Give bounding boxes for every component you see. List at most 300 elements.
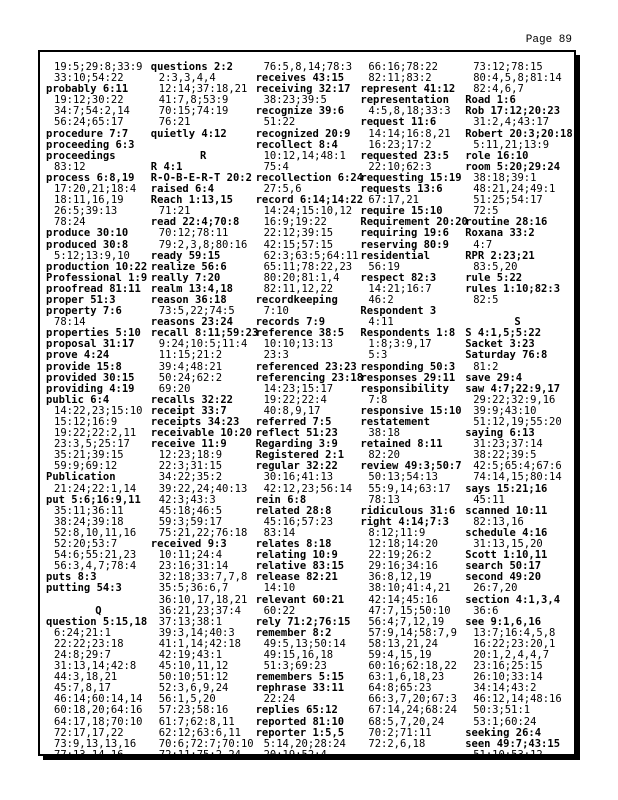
index-entry-refs: 83:5,20 — [473, 260, 518, 273]
index-entry-refs: 55:9,14;63:17 — [368, 482, 451, 495]
index-entry-term: rein 6:8 — [255, 493, 307, 506]
index-entry-refs: 51:22 — [263, 116, 296, 129]
index-entry-term: rules 1:10;82:3 — [465, 282, 561, 295]
index-entry-term: put 5:6;16:9,11 — [46, 493, 141, 506]
index-column-5 — [465, 61, 573, 761]
frame-shadow-right — [576, 55, 580, 759]
index-entry-refs: 83:14 — [263, 526, 296, 539]
index-entry-refs: 13:7;16:4,5,8 — [473, 626, 556, 639]
index-entry-refs: 10:10;13:13 — [263, 338, 334, 351]
index-entry-term: Robert 20:3;20:18 — [465, 127, 573, 140]
index-entry-refs: 54:6;55:21,23 — [54, 549, 137, 562]
index-entry-term: quietly 4:12 — [150, 127, 227, 140]
index-entry-refs: 63:1,6,18,23 — [368, 671, 445, 684]
index-entry-refs: 34:14;43:2 — [473, 682, 537, 695]
index-entry-refs: 42:19;43:1 — [158, 648, 223, 661]
index-entry-refs: 22:12;39:15 — [263, 227, 334, 240]
index-entry-term: represent 41:12 — [360, 83, 456, 96]
index-entry-term: raised 6:4 — [150, 183, 215, 196]
index-entry-term: requests 13:6 — [360, 183, 443, 196]
index-entry-refs: 5:3 — [368, 349, 388, 362]
index-entry-term: residential — [360, 249, 430, 262]
index-entry-refs: 53:1;60:24 — [473, 715, 537, 728]
index-entry-refs: 50:10;51:12 — [158, 671, 229, 684]
index-entry-refs: 4:11 — [368, 316, 394, 329]
index-entry-term: search 50:17 — [465, 560, 542, 573]
index-entry-refs: 83:12 — [54, 160, 86, 173]
index-entry-term: Publication — [46, 471, 116, 484]
index-entry-term: production 10:22 — [46, 260, 148, 273]
index-entry-refs: 66:3,7,20;67:3 — [368, 693, 457, 706]
index-entry-refs: 30:16;41:13 — [263, 471, 334, 484]
index-entry-term: reserving 80:9 — [360, 238, 449, 251]
index-entry-term: recordkeeping — [255, 293, 338, 306]
index-entry-refs: 67:17,21 — [368, 194, 419, 207]
index-entry-refs: 69:20 — [158, 382, 191, 395]
index-columns — [46, 61, 573, 761]
index-entry-refs: 14:21;16:7 — [368, 282, 432, 295]
index-entry-term: remembers 5:15 — [255, 671, 345, 684]
index-entry-term: public 6:4 — [46, 393, 110, 406]
index-entry-refs: 15:12;16:9 — [54, 416, 118, 428]
index-entry-term: representation — [360, 94, 449, 107]
index-entry-refs: 50:24;62:2 — [158, 371, 223, 384]
index-entry-term: produced 30:8 — [46, 238, 129, 251]
index-letter-heading: S — [514, 316, 521, 329]
index-entry-refs: 33:10;54:22 — [54, 72, 124, 85]
index-entry-refs: 65:11;78:22,23 — [263, 260, 353, 273]
index-entry-term: Registered 2:1 — [255, 449, 345, 462]
index-entry-term: Reach 1:13,15 — [150, 194, 233, 207]
index-entry-refs: 5:12;13:9,10 — [54, 249, 130, 262]
index-entry-refs: 46:14;60:14,14 — [54, 693, 143, 706]
index-entry-refs: 51:3;69:23 — [263, 660, 327, 673]
index-entry-refs: 14:23;15:17 — [263, 382, 334, 395]
index-entry-refs: 80:20;81:1,4 — [263, 271, 340, 284]
index-entry-refs: 38:23;39:5 — [263, 94, 327, 107]
index-entry-refs: 42:3;43:3 — [158, 493, 216, 506]
index-entry-refs: 49:15,16,18 — [263, 648, 334, 661]
index-entry-refs: 11:15;21:2 — [158, 349, 223, 362]
index-entry-term: request 11:6 — [360, 116, 437, 129]
index-entry-refs: 44:3,18,21 — [54, 671, 118, 684]
index-entry-refs: 57:23;58:16 — [158, 704, 229, 717]
index-entry-refs: 14:22,23;15:10 — [54, 404, 143, 417]
index-entry-term: remember 8:2 — [255, 626, 332, 639]
index-entry-refs: 19:22;22:4 — [263, 393, 327, 406]
index-entry-refs: 14:10 — [263, 582, 296, 595]
index-entry-refs: 29:22;32:9,16 — [473, 393, 556, 406]
index-entry-term: requesting 15:19 — [360, 171, 462, 184]
index-entry-refs: 41:1,14;42:18 — [158, 637, 241, 650]
index-entry-term: section 4:1,3,4 — [465, 593, 561, 606]
index-entry-refs: 78:24 — [54, 216, 86, 229]
index-entry-term: responses 29:11 — [360, 371, 456, 384]
index-entry-refs: 12:18;14:20 — [368, 538, 438, 551]
index-entry-refs: 64:17,18;70:10 — [54, 715, 143, 728]
index-entry-refs: 57:9,14;58:7,9 — [368, 626, 457, 639]
index-entry-refs: 70:12;78:11 — [158, 227, 229, 240]
index-entry-refs: 75:21,22;76:18 — [158, 526, 248, 539]
index-entry-refs: 45:16;57:23 — [263, 515, 334, 528]
index-entry-refs: 16:23;17:2 — [368, 138, 432, 151]
index-entry-term: Professional 1:9 — [46, 271, 148, 284]
index-entry-refs: 80:4,5,8;81:14 — [473, 72, 562, 85]
index-entry-refs: 72:2,6,18 — [368, 737, 426, 750]
index-entry-refs: 16:9;19:22 — [263, 216, 327, 229]
index-entry-term: reporter 1:5,5 — [255, 726, 345, 739]
index-entry-refs: 70:6;72:7;70:10 — [158, 737, 254, 750]
index-entry-term: realm 13:4,18 — [150, 282, 233, 295]
index-entry-refs: 46:12,14;48:16 — [473, 693, 562, 706]
index-entry-refs: 82:11;83:2 — [368, 72, 432, 85]
index-entry-term: probably 6:11 — [46, 83, 129, 96]
index-frame — [38, 50, 576, 761]
index-entry-refs: 72:17,17,22 — [54, 726, 124, 739]
index-entry-refs: 82:20 — [368, 449, 400, 462]
index-entry-term: receivable 10:20 — [150, 427, 252, 440]
index-entry-term: procedure 7:7 — [46, 127, 129, 140]
index-entry-refs: 7:8 — [368, 393, 388, 406]
index-entry-refs: 56:19 — [368, 260, 400, 273]
index-entry-refs: 78:14 — [54, 316, 86, 329]
index-entry-refs: 67:14,24;68:24 — [368, 704, 457, 717]
index-entry-refs: 56:24;65:17 — [54, 116, 124, 129]
index-entry-refs: 22:3;31:15 — [158, 460, 223, 473]
index-entry-refs: 36:8,12,19 — [368, 571, 432, 584]
index-entry-refs: 45:11 — [473, 493, 505, 506]
index-entry-term: produce 30:10 — [46, 227, 129, 240]
index-entry-refs: 42:15;57:15 — [263, 238, 334, 251]
index-entry-term: ready 59:15 — [150, 249, 221, 262]
index-entry-term: recognize 39:6 — [255, 105, 345, 118]
index-entry-refs: 39:3,14;40:3 — [158, 626, 235, 639]
index-entry-refs: 6:24;21:1 — [54, 626, 111, 639]
index-entry-refs: 48:21,24;49:1 — [473, 183, 556, 196]
index-entry-refs: 22:24 — [263, 693, 296, 706]
index-entry-refs: 70:15;74:19 — [158, 105, 229, 118]
index-entry-term: reason 36:18 — [150, 293, 227, 306]
index-entry-refs: 12:14;37:18,21 — [158, 83, 248, 96]
index-entry-refs: 7:10 — [263, 305, 289, 318]
index-entry-term: rely 71:2;76:15 — [255, 615, 351, 628]
index-entry-refs: 32:18;33:7,7,8 — [158, 571, 248, 584]
index-entry-refs: 23:16;31:14 — [158, 560, 229, 573]
index-entry-refs: 41:7,8;53:9 — [158, 94, 229, 107]
index-entry-term: Road 1:6 — [465, 94, 516, 107]
index-entry-refs: 5:11,21;13:9 — [473, 138, 550, 151]
index-entry-term: Regarding 3:9 — [255, 438, 338, 451]
index-entry-term: Respondents 1:8 — [360, 327, 456, 340]
index-entry-refs: 14:24;15:10,12 — [263, 205, 353, 218]
index-entry-term: requested 23:5 — [360, 149, 449, 162]
index-entry-term: receive 11:9 — [150, 438, 227, 451]
index-entry-refs: 45:18;46:5 — [158, 504, 223, 517]
index-entry-refs: 51:12,19;55:20 — [473, 416, 562, 428]
index-entry-term: proceedings — [46, 149, 116, 162]
page-number: Page 89 — [525, 34, 572, 46]
index-entry-term: putting 54:3 — [46, 582, 122, 595]
index-entry-term: receiving 32:17 — [255, 83, 351, 96]
index-entry-refs: 73:12;78:15 — [473, 61, 543, 73]
index-entry-term: really 7:20 — [150, 271, 221, 284]
index-entry-refs: 14:14;16:8,21 — [368, 127, 451, 140]
index-entry-term: require 15:10 — [360, 205, 443, 218]
index-entry-refs: 38:10;41:4,21 — [368, 582, 451, 595]
index-entry-refs: 37:13;38:1 — [158, 615, 223, 628]
index-entry-refs: 34:22;35:2 — [158, 471, 223, 484]
index-entry-term: process 6:8,19 — [46, 171, 135, 184]
index-entry-refs: 45:10,11,12 — [158, 660, 229, 673]
index-column-2 — [150, 61, 259, 761]
index-entry-refs: 19:22;22:2,11 — [54, 427, 137, 440]
index-entry-term: related 28:8 — [255, 504, 332, 517]
index-column-1 — [46, 61, 151, 761]
index-entry-refs: 62:12;63:6,11 — [158, 726, 241, 739]
index-entry-term: reported 81:10 — [255, 715, 345, 728]
index-entry-term: Roxana 33:2 — [465, 227, 535, 240]
index-entry-refs: 12:23;18:9 — [158, 449, 223, 462]
index-entry-refs: 61:7;62:8,11 — [158, 715, 235, 728]
index-entry-refs: 20:19;52:4 — [263, 748, 327, 761]
index-column-4 — [360, 61, 468, 750]
index-entry-term: relevant 60:21 — [255, 593, 345, 606]
index-entry-term: schedule 4:16 — [465, 526, 548, 539]
index-entry-term: providing 4:19 — [46, 382, 135, 395]
index-entry-refs: 38:18;39:1 — [473, 171, 537, 184]
index-entry-term: provide 15:8 — [46, 360, 122, 373]
index-entry-term: relating 10:9 — [255, 549, 338, 562]
index-entry-refs: 75:4 — [263, 160, 289, 173]
index-entry-refs: 74:14,15;80:14 — [473, 471, 562, 484]
index-entry-term: recognized 20:9 — [255, 127, 351, 140]
index-entry-term: referencing 23:18 — [255, 371, 364, 384]
index-entry-refs: 49:5,13;50:14 — [263, 637, 346, 650]
index-entry-refs: 21:24;22:1,14 — [54, 482, 137, 495]
index-entry-term: receives 43:15 — [255, 72, 345, 85]
index-entry-refs: 52:20;53:7 — [54, 538, 118, 551]
index-entry-term: release 82:21 — [255, 571, 338, 584]
index-entry-term: right 4:14;7:3 — [360, 515, 449, 528]
index-entry-refs: 70:2;71:11 — [368, 726, 432, 739]
index-entry-refs: 19:12;30:22 — [54, 94, 124, 107]
index-entry-refs: 36:10,17,18,21 — [158, 593, 248, 606]
index-entry-refs: 73:9,13,13,16 — [54, 737, 137, 750]
index-entry-term: RPR 2:23;21 — [465, 249, 535, 262]
index-entry-term: read 22:4;70:8 — [150, 216, 240, 229]
index-entry-term: recollection 6:24 — [255, 171, 364, 184]
index-entry-refs: 19:5;29:8;33:9 — [54, 61, 143, 73]
index-entry-term: see 9:1,6,16 — [465, 615, 542, 628]
index-entry-refs: 62:3;63:5;64:11 — [263, 249, 359, 262]
index-entry-refs: 79:2,3,8;80:16 — [158, 238, 248, 251]
index-entry-term: Requirement 20:20 — [360, 216, 468, 229]
index-entry-refs: 45:7,8,17 — [54, 682, 111, 695]
index-entry-term: routine 28:16 — [465, 216, 548, 229]
index-entry-refs: 9:24;10:5;11:4 — [158, 338, 248, 351]
index-entry-term: provided 30:15 — [46, 371, 135, 384]
index-entry-refs: 82:5 — [473, 293, 499, 306]
index-entry-term: realize 56:6 — [150, 260, 227, 273]
index-column-3 — [255, 61, 364, 761]
index-entry-term: receipt 33:7 — [150, 404, 227, 417]
index-entry-refs: 29:16;34:16 — [368, 560, 438, 573]
index-entry-refs: 10:11;24:4 — [158, 549, 223, 562]
index-entry-refs: 38:22;39:5 — [473, 449, 537, 462]
index-entry-refs: 82:13,16 — [473, 515, 524, 528]
index-entry-term: seeking 26:4 — [465, 726, 542, 739]
index-entry-refs: 18:11,16,19 — [54, 194, 124, 207]
index-entry-refs: 59:9;69:12 — [54, 460, 118, 473]
index-entry-term: ridiculous 31:6 — [360, 504, 456, 517]
index-entry-term: recalls 32:22 — [150, 393, 233, 406]
index-entry-term: says 15:21;16 — [465, 482, 548, 495]
index-entry-refs: 35:5;36:6,7 — [158, 582, 229, 595]
index-entry-refs: 60:18,20;64:16 — [54, 704, 143, 717]
index-entry-term: responsibility — [360, 382, 449, 395]
index-entry-term: proceeding 6:3 — [46, 138, 135, 151]
index-entry-refs: 72:11;75:2,24 — [158, 748, 241, 761]
index-spacer — [46, 595, 151, 606]
index-entry-term: responsive 15:10 — [360, 404, 462, 417]
index-entry-term: proposal 31:17 — [46, 338, 135, 351]
index-entry-refs: 50:13;54:13 — [368, 471, 438, 484]
index-entry-term: properties 5:10 — [46, 327, 141, 340]
index-entry-term: S 4:1,5;5:22 — [465, 327, 542, 340]
index-entry-refs: 42:14;45:16 — [368, 593, 438, 606]
index-entry-refs: 47:7,15;50:10 — [368, 604, 451, 617]
index-entry-term: record 6:14;14:22 — [255, 194, 364, 207]
index-entry-term: review 49:3;50:7 — [360, 460, 462, 473]
index-letter-heading: Q — [95, 604, 102, 617]
index-entry-term: saying 6:13 — [465, 427, 535, 440]
index-entry-refs: 26:10;33:14 — [473, 671, 543, 684]
index-entry-term: property 7:6 — [46, 305, 122, 318]
index-entry-term: respect 82:3 — [360, 271, 437, 284]
index-entry-refs: 46:2 — [368, 293, 394, 306]
index-entry-term: reference 38:5 — [255, 327, 345, 340]
index-entry-refs: 82:11,12,22 — [263, 282, 334, 295]
index-entry-refs: 20:1,2,4,4,7 — [473, 648, 550, 661]
index-entry-term: proper 51:3 — [46, 293, 116, 306]
index-letter-heading: R — [200, 149, 207, 162]
index-entry-refs: 51:25;54:17 — [473, 194, 543, 207]
index-entry-refs: 52:3,6,9,24 — [158, 682, 229, 695]
index-entry-term: relative 83:15 — [255, 560, 345, 573]
index-entry-term: Sacket 3:23 — [465, 338, 535, 351]
index-entry-refs: 60:22 — [263, 604, 296, 617]
index-entry-term: Respondent 3 — [360, 305, 437, 318]
index-entry-refs: 78:13 — [368, 493, 400, 506]
index-entry-term: role 16:10 — [465, 149, 529, 162]
index-entry-refs: 58:13,21,24 — [368, 637, 438, 650]
index-entry-refs: 4:7 — [473, 238, 493, 251]
index-entry-term: restatement — [360, 416, 430, 428]
index-entry-term: prove 4:24 — [46, 349, 110, 362]
index-entry-term: seen 49:7;43:15 — [465, 737, 561, 750]
index-entry-term: responding 50:3 — [360, 360, 456, 373]
index-entry-term: receipts 34:23 — [150, 416, 240, 428]
index-entry-refs: 35:21;39:15 — [54, 449, 124, 462]
index-entry-term: referred 7:5 — [255, 416, 332, 428]
index-entry-refs: 39:4;48:21 — [158, 360, 223, 373]
index-entry-refs: 38:18 — [368, 427, 400, 440]
index-entry-refs: 24:8;29:7 — [54, 648, 111, 661]
index-entry-term: R-O-B-E-R-T 20:2 — [150, 171, 252, 184]
index-entry-refs: 4:5,8,18;33:3 — [368, 105, 451, 118]
index-entry-refs: 10:12,14;48:1 — [263, 149, 346, 162]
index-entry-refs: 39:9;43:10 — [473, 404, 537, 417]
index-entry-refs: 31:13,15,20 — [473, 538, 543, 551]
index-entry-term: recollect 8:4 — [255, 138, 338, 151]
index-entry-refs: 50:3;51:1 — [473, 704, 531, 717]
index-entry-term: questions 2:2 — [150, 61, 233, 73]
index-entry-refs: 36:6 — [473, 604, 499, 617]
index-entry-refs: 60:16;62:18,22 — [368, 660, 457, 673]
index-entry-refs: 8:12;11:9 — [368, 526, 426, 539]
index-entry-term: relates 8:18 — [255, 538, 332, 551]
index-entry-term: scanned 10:11 — [465, 504, 548, 517]
index-entry-refs: 76:21 — [158, 116, 191, 129]
index-entry-refs: 16:22;23:20,1 — [473, 637, 556, 650]
index-entry-refs: 36:21,23;37:4 — [158, 604, 241, 617]
index-entry-term: retained 8:11 — [360, 438, 443, 451]
index-entry-refs: 26:5;39:13 — [54, 205, 118, 218]
index-entry-term: regular 32:22 — [255, 460, 338, 473]
index-entry-refs: 56:1,5,20 — [158, 693, 216, 706]
index-entry-term: recall 8:11;59:23 — [150, 327, 259, 340]
index-entry-term: reflect 51:23 — [255, 427, 338, 440]
index-entry-refs: 35:11;36:11 — [54, 504, 124, 517]
index-entry-refs: 72:5 — [473, 205, 499, 218]
index-entry-refs: 23:3,5;25:17 — [54, 438, 130, 451]
index-entry-refs: 66:16;78:22 — [368, 61, 438, 73]
index-entry-term: Scott 1:10,11 — [465, 549, 548, 562]
index-entry-refs: 59:3;59:17 — [158, 515, 223, 528]
index-entry-refs: 22:10;62:3 — [368, 160, 432, 173]
index-entry-term: requiring 19:6 — [360, 227, 449, 240]
index-entry-refs: 68:5,7,20,24 — [368, 715, 445, 728]
index-entry-refs: 59:4,15,19 — [368, 648, 432, 661]
index-entry-term: rephrase 33:11 — [255, 682, 345, 695]
index-entry-term: save 29:4 — [465, 371, 523, 384]
index-entry-refs: 31:23;37:14 — [473, 438, 543, 451]
index-entry-refs: 56:4;7,12,19 — [368, 615, 445, 628]
index-entry-term: Saturday 76:8 — [465, 349, 548, 362]
index-entry-term: replies 65:12 — [255, 704, 338, 717]
index-entry-refs: 52:8,10,11,16 — [54, 526, 137, 539]
index-entry-refs: 73:5,22;74:5 — [158, 305, 235, 318]
index-entry-refs: 51:10;53:12 — [473, 748, 543, 761]
index-entry-term: saw 4:7;22:9,17 — [465, 382, 561, 395]
index-entry-refs: 82:4,6,7 — [473, 83, 524, 96]
index-entry-refs: 34:7;54:2,14 — [54, 105, 130, 118]
index-entry-refs: 23:3 — [263, 349, 289, 362]
index-entry-refs: 71:21 — [158, 205, 191, 218]
index-entry-refs: 2:3,3,4,4 — [158, 72, 216, 85]
index-entry-refs: 23:16;25:15 — [473, 660, 543, 673]
index-entry-term: second 49:20 — [465, 571, 542, 584]
index-entry-term: referenced 23:23 — [255, 360, 357, 373]
index-entry-refs: 40:8,9,17 — [263, 404, 321, 417]
index-entry-refs: 42:12,23;56:14 — [263, 482, 353, 495]
index-entry-term: rule 5:22 — [465, 271, 523, 284]
index-entry-refs: 42:5;65:4;67:6 — [473, 460, 562, 473]
index-entry-refs: 5:14,20;28:24 — [263, 737, 346, 750]
index-entry-refs: 1:8;3:9,17 — [368, 338, 432, 351]
index-entry-refs: 64:8;65:23 — [368, 682, 432, 695]
index-entry-refs: 76:5,8,14;78:3 — [263, 61, 353, 73]
